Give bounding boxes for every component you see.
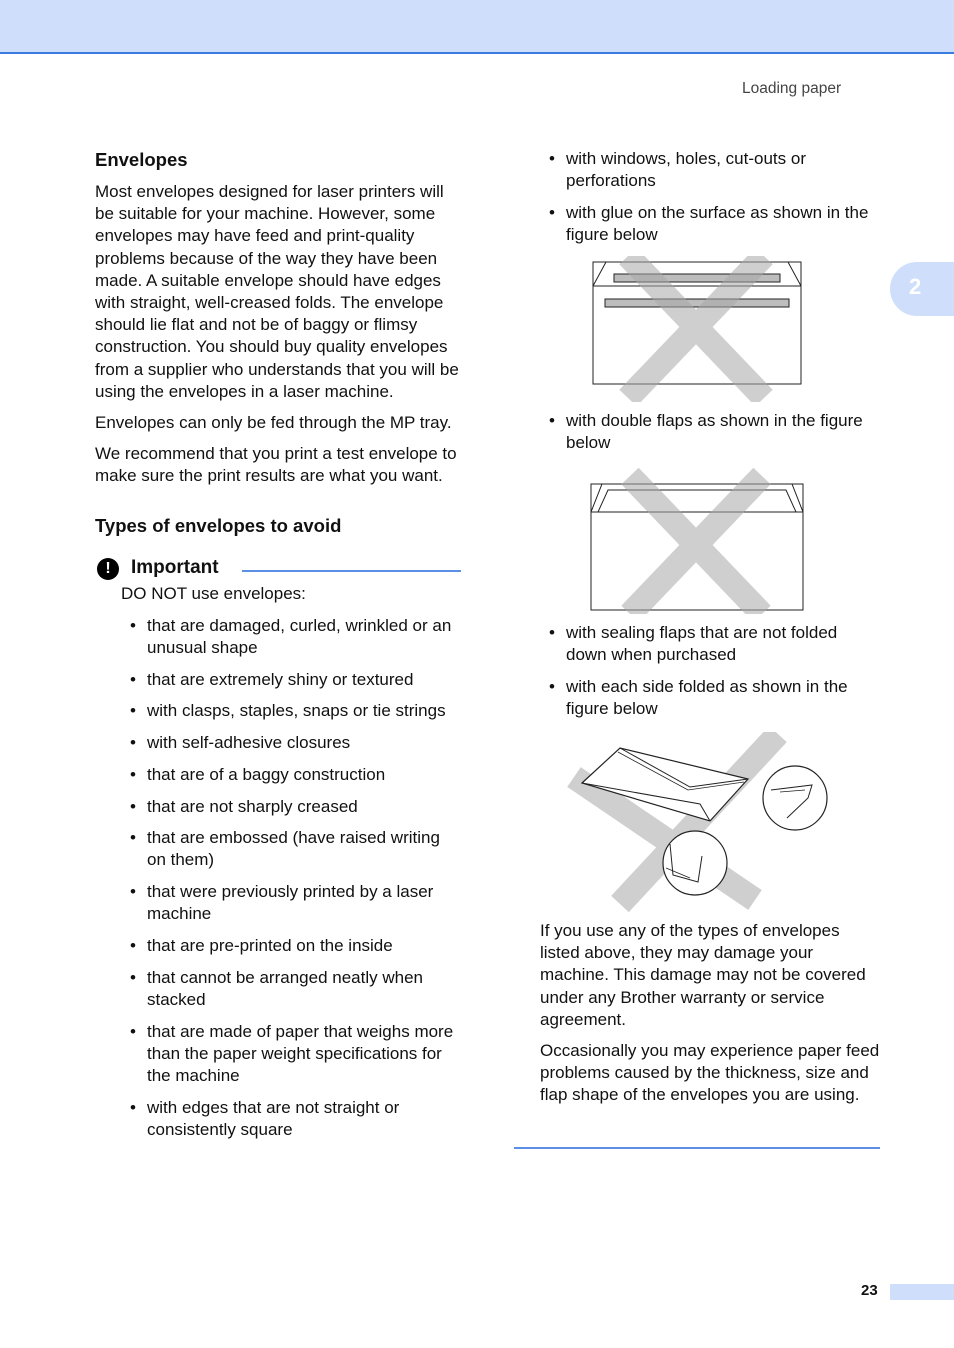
end-of-notice-rule: [514, 1147, 880, 1149]
page-number-tab: [890, 1284, 954, 1300]
list-item: • with clasps, staples, snaps or tie strings: [121, 700, 463, 722]
list-item: • that are pre-printed on the inside: [121, 935, 463, 957]
running-header: Loading paper: [742, 80, 842, 97]
section-heading-types-to-avoid: Types of envelopes to avoid: [95, 514, 342, 536]
important-notice-body: [95, 583, 463, 1142]
list-item: • that are damaged, curled, wrinkled or an unusual shape: [121, 615, 463, 659]
list-item: • that cannot be arranged neatly when stacked: [121, 967, 463, 1011]
important-rule: [242, 570, 461, 572]
important-intro: DO NOT use envelopes:: [121, 583, 306, 603]
chapter-tab[interactable]: [890, 262, 954, 316]
list-item: • that were previously printed by a laser machine: [121, 881, 463, 925]
list-item: • that are not sharply creased: [121, 796, 463, 818]
important-notice-header: [95, 557, 463, 583]
paragraph: Envelopes can only be fed through the MP tray.: [95, 413, 452, 433]
glue-envelope-illustration: [540, 256, 880, 402]
avoid-list: [121, 615, 463, 1141]
figure-double-flap-envelope: [540, 464, 880, 614]
left-column: [95, 148, 463, 1151]
exclamation-icon: !: [97, 558, 119, 580]
avoid-list-continued: [540, 622, 880, 720]
list-item: • that are of a baggy construction: [121, 764, 463, 786]
list-item: • that are extremely shiny or textured: [121, 669, 463, 691]
page-number: 23: [861, 1282, 878, 1299]
avoid-list-continued: [540, 410, 880, 454]
paragraph: Occasionally you may experience paper feed problems caused by the thickness, size and flap shape of the envelopes you are using.: [540, 1041, 880, 1105]
figure-glue-envelope: [540, 256, 880, 402]
paragraph: If you use any of the types of envelopes listed above, they may damage your machine. This damage may not be covered under any Brother warranty or service agreement.: [540, 921, 866, 1029]
list-item: • with each side folded as shown in the figure below: [540, 676, 880, 720]
side-folded-envelope-illustration: [540, 732, 880, 912]
list-item: • that are made of paper that weighs more than the paper weight specifications for the machine: [121, 1021, 463, 1088]
figure-side-folded-envelope: [540, 732, 880, 912]
section-heading-envelopes: Envelopes: [95, 149, 188, 170]
right-column: [540, 148, 880, 1116]
paragraph: We recommend that you print a test envelope to make sure the print results are what you want.: [95, 444, 457, 486]
list-item: • with edges that are not straight or consistently square: [121, 1097, 463, 1141]
list-item: • with sealing flaps that are not folded down when purchased: [540, 622, 880, 666]
chapter-number: 2: [909, 274, 922, 299]
list-item: • with double flaps as shown in the figure below: [540, 410, 880, 454]
list-item: • with windows, holes, cut-outs or perforations: [540, 148, 880, 192]
top-header-band: [0, 0, 954, 54]
avoid-list-continued: [540, 148, 880, 246]
double-flap-envelope-illustration: [540, 464, 880, 614]
paragraph: Most envelopes designed for laser printers will be suitable for your machine. However, some envelopes may have feed and print-quality problems because of the way they have been made. A suitable envelope should have edges with straight, well-creased folds. The envelope should lie flat and not be of baggy or flimsy construction. You should buy quality envelopes from a supplier who understands that you will be using the envelopes in a laser machine.: [95, 182, 459, 401]
list-item: • that are embossed (have raised writing on them): [121, 827, 463, 871]
list-item: • with glue on the surface as shown in the figure below: [540, 202, 880, 246]
important-title: Important: [131, 556, 219, 578]
list-item: • with self-adhesive closures: [121, 732, 463, 754]
